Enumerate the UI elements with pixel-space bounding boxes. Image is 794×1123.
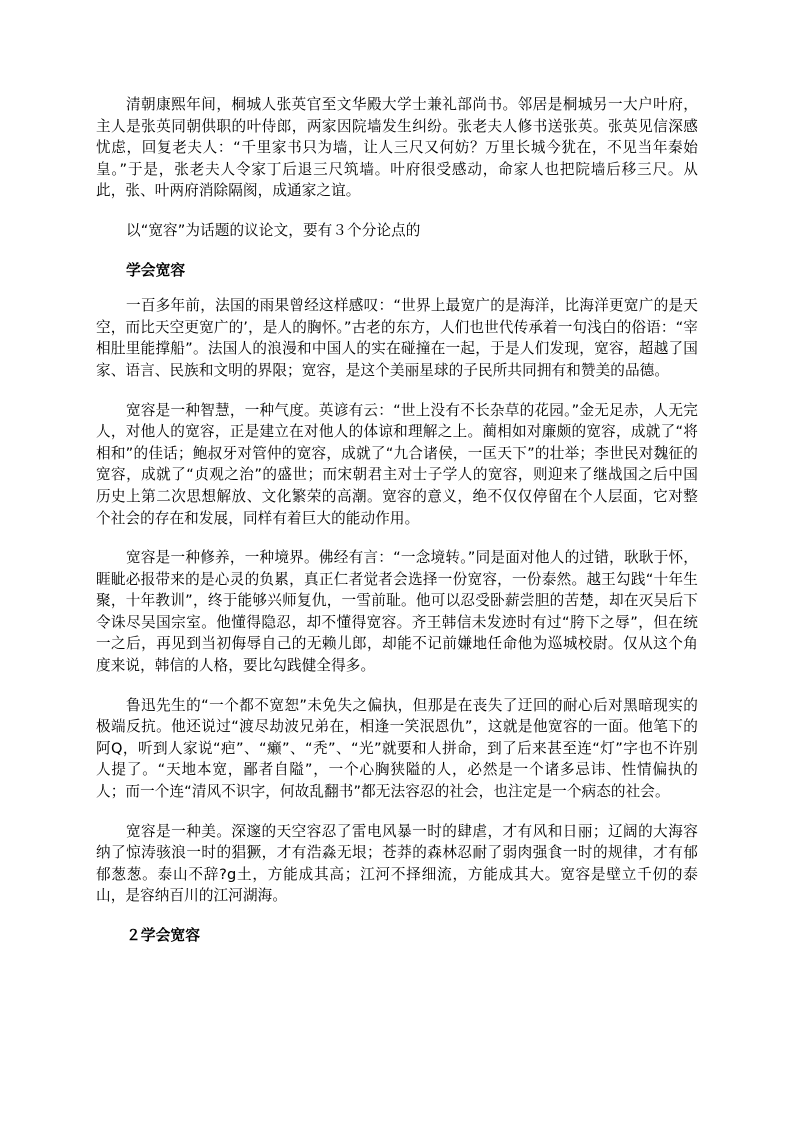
body-paragraph: 鲁迅先生的“一个都不宽恕”未免失之偏执，但那是在丧失了迂回的耐心后对黑暗现实的极端反抗。他还说过“渡尽劫波兄弟在，相逢一笑泯恩仇”，这就是他宽容的一面。他笔下的阿Q，听到人家说“疤”、“癞”、“秃”、“光”就要和人拼命，到了后来甚至连“灯”字也不许别人提了。“天地本宽，鄙者自隘”，一个心胸狭隘的人，必然是一个诸多忌讳、性情偏执的人；而一个连“清风不识字，何故乱翻书”都无法容忍的社会，也注定是一个病态的社会。 (96, 696, 698, 801)
body-paragraph: 宽容是一种智慧，一种气度。英谚有云：“世上没有不长杂草的花园。”金无足赤，人无完人，对他人的宽容，正是建立在对他人的体谅和理解之上。蔺相如对廉颇的宽容，成就了“将相和”的佳话；鲍叔牙对管仲的宽容，成就了“九合诸侯，一匡天下”的壮举；李世民对魏征的宽容，成就了“贞观之治”的盛世；而宋朝君主对士子学人的宽容，则迎来了继战国之后中国历史上第二次思想解放、文化繁荣的高潮。宽容的意义，绝不仅仅停留在个人层面，它对整个社会的存在和发展，同样有着巨大的能动作用。 (96, 401, 698, 527)
intro-story-paragraph: 清朝康熙年间，桐城人张英官至文华殿大学士兼礼部尚书。邻居是桐城另一大户叶府，主人是张英同朝供职的叶侍郎，两家因院墙发生纠纷。张老夫人修书送张英。张英见信深感忧虑，回复老夫人：“千里家书只为墙，让人三尺又何妨？万里长城今犹在，不见当年秦始皇。”于是，张老夫人令家丁后退三尺筑墙。叶府很受感动，命家人也把院墙后移三尺。从此，张、叶两府消除隔阂，成通家之谊。 (96, 96, 698, 200)
body-paragraph: 一百多年前，法国的雨果曾经这样感叹：“世界上最宽广的是海洋，比海洋更宽广的是天空，而比天空更宽广的’，是人的胸怀。”古老的东方，人们也世代传承着一句浅白的俗语：“宰相肚里能撑船”。法国人的浪漫和中国人的实在碰撞在一起，于是人们发现，宽容，超越了国家、语言、民族和文明的界限；宽容，是这个美丽星球的子民所共同拥有和赞美的品德。 (96, 297, 698, 379)
section-heading-1: 学会宽容 (126, 261, 186, 279)
body-paragraph: 宽容是一种美。深邃的天空容忍了雷电风暴一时的肆虐，才有风和日丽；辽阔的大海容纳了惊涛骇浪一时的猖獗，才有浩淼无垠；苍莽的森林忍耐了弱肉强食一时的规律，才有郁郁葱葱。泰山不辞?g土，方能成其高；江河不择细流，方能成其大。宽容是壁立千仞的泰山，是容纳百川的江河湖海。 (96, 822, 698, 905)
essay-prompt-paragraph: 以“宽容”为话题的议论文，要有３个分论点的 (126, 221, 421, 239)
body-paragraph: 宽容是一种修养，一种境界。佛经有言：“一念境转。”同是面对他人的过错，耿耿于怀，睚眦必报带来的是心灵的负累，真正仁者觉者会选择一份宽容，一份泰然。越王勾践“十年生聚，十年教训”，终于能够兴师复仇，一雪前耻。他可以忍受卧薪尝胆的苦楚，却在灭吴后下令诛尽吴国宗室。他懂得隐忍，却不懂得宽容。齐王韩信未发迹时有过“胯下之辱”，但在统一之后，再见到当初侮辱自己的无赖儿郎，却能不记前嫌地任命他为巡城校尉。仅从这个角度来说，韩信的人格，要比勾践健全得多。 (96, 549, 698, 675)
section-heading-2: ２学会宽容 (126, 927, 200, 944)
